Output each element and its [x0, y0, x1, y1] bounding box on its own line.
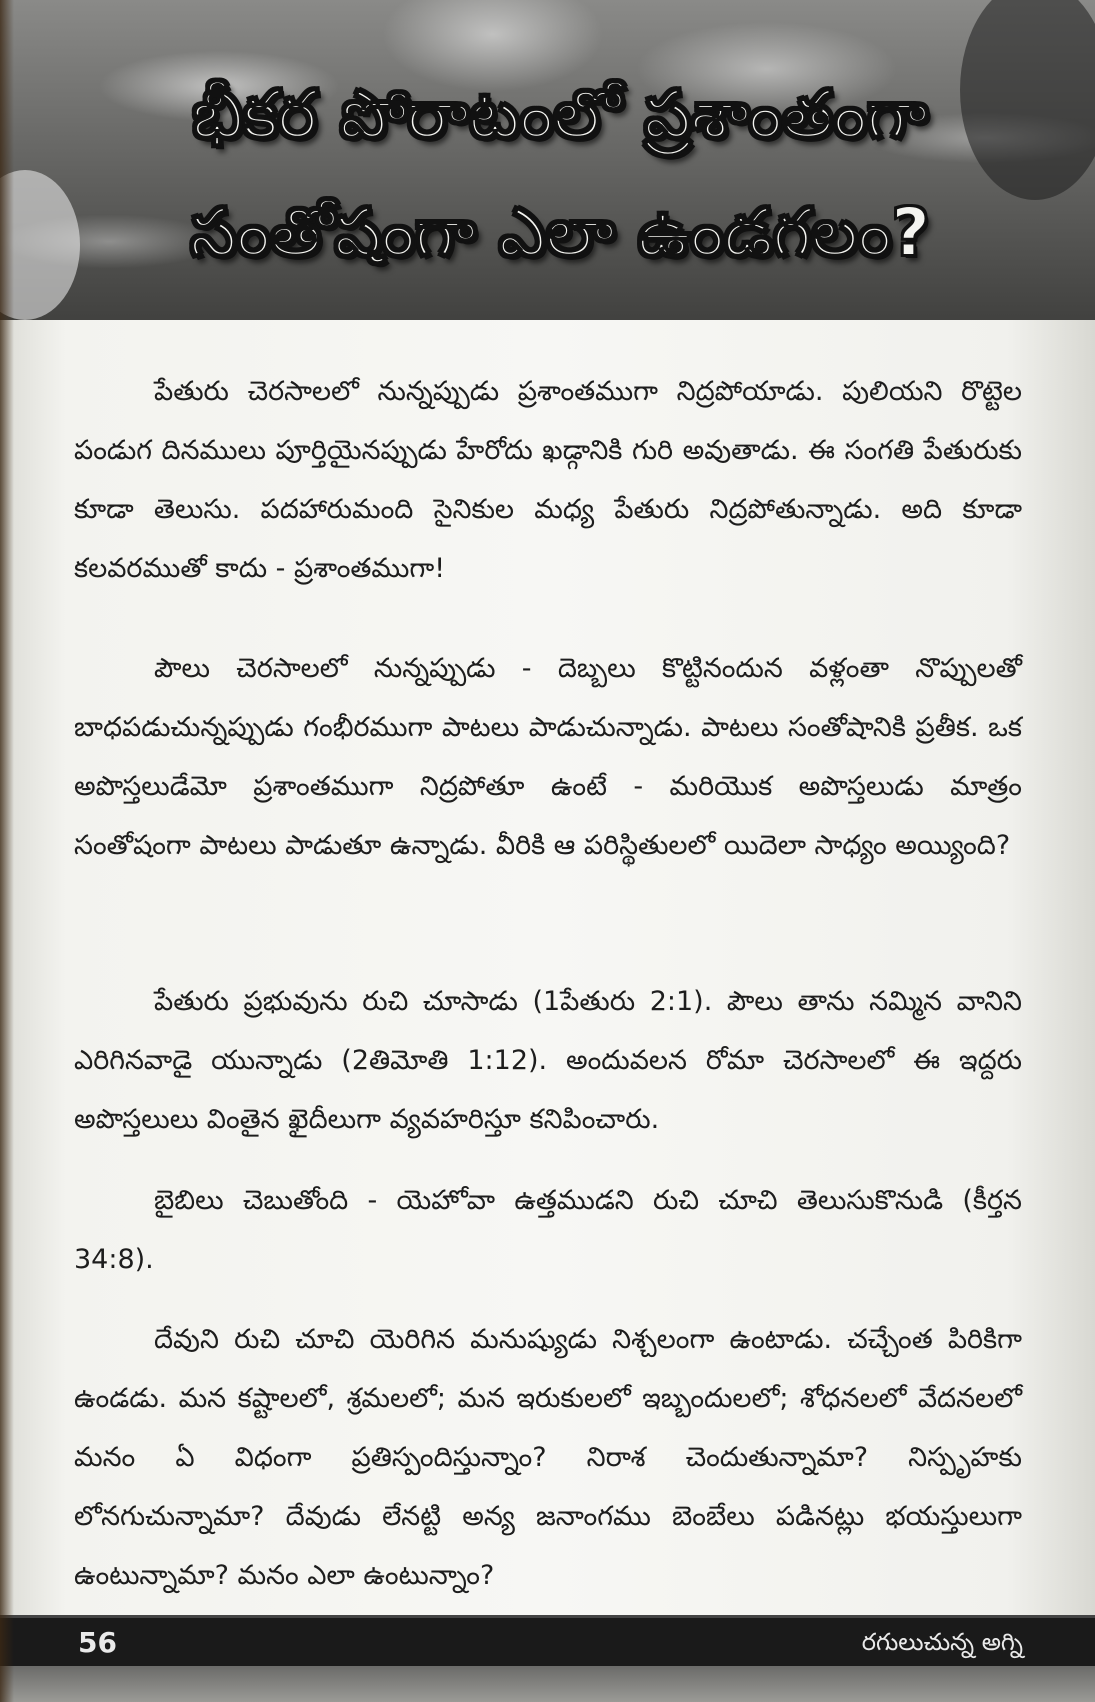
paragraph-2: పౌలు చెరసాలలో నున్నప్పుడు - దెబ్బలు కొట్టినందున వళ్లంతా నొప్పులతో బాధపడుచున్నప్పుడు గంభీరముగా పాటలు పాడుచున్నాడు. పాటలు సంతోషానికి ప్రతీక. ఒక అపొస్తలుడేమో ప్రశాంతముగా నిద్రపోతూ ఉంటే - మరియొక అపొస్తలుడు మాత్రం సంతోషంగా పాటలు పాడుతూ ఉన్నాడు. వీరికి ఆ పరిస్థితులలో యిదెలా సాధ్యం అయ్యింది? — [74, 653, 1022, 861]
page-number: 56 — [78, 1626, 117, 1659]
paragraph-5: దేవుని రుచి చూచి యెరిగిన మనుష్యుడు నిశ్చలంగా ఉంటాడు. చచ్చేంత పిరికిగా ఉండడు. మన కష్టాలలో, శ్రమలలో; మన ఇరుకులలో ఇబ్బందులలో; శోధనలలో వేదనలలో మనం ఏ విధంగా ప్రతిస్పందిస్తున్నాం? నిరాశ చెందుతున్నామా? నిస్పృహకు లోనగుచున్నామా? దేవుడు లేనట్టి అన్య జనాంగము బెంబేలు పడినట్లు భయస్తులుగా ఉంటున్నామా? మనం ఎలా ఉంటున్నాం? — [74, 1324, 1022, 1591]
chapter-title-line1: భీకర పోరాటంలో ప్రశాంతంగా — [192, 76, 928, 153]
chapter-title-line2: సంతోషంగా ఎలా ఉండగలం? — [190, 194, 930, 271]
bottom-strip — [0, 1666, 1095, 1702]
running-book-title: రగులుచున్న అగ్ని — [861, 1628, 1023, 1656]
header-banner — [0, 0, 1095, 345]
page-edge-shadow — [0, 0, 14, 1702]
page-footer — [0, 1615, 1095, 1666]
paragraph-1: పేతురు చెరసాలలో నున్నప్పుడు ప్రశాంతముగా నిద్రపోయాడు. పులియని రొట్టెల పండుగ దినములు పూర్తియైనప్పుడు హేరోదు ఖడ్గానికి గురి అవుతాడు. ఈ సంగతి పేతురుకు కూడా తెలుసు. పదహారుమంది సైనికుల మధ్య పేతురు నిద్రపోతున్నాడు. అది కూడా కలవరముతో కాదు - ప్రశాంతముగా! — [74, 376, 1022, 584]
paragraph-4: బైబిలు చెబుతోంది - యెహోవా ఉత్తముడని రుచి చూచి తెలుసుకొనుడి (కీర్తన 34:8). — [74, 1185, 1022, 1275]
paragraph-3: పేతురు ప్రభువును రుచి చూసాడు (1పేతురు 2:1). పౌలు తాను నమ్మిన వానిని ఎరిగినవాడై యున్నాడు (2తిమోతి 1:12). అందువలన రోమా చెరసాలలో ఈ ఇద్దరు అపొస్తలులు వింతైన ఖైదీలుగా వ్యవహరిస్తూ కనిపించారు. — [74, 986, 1022, 1135]
